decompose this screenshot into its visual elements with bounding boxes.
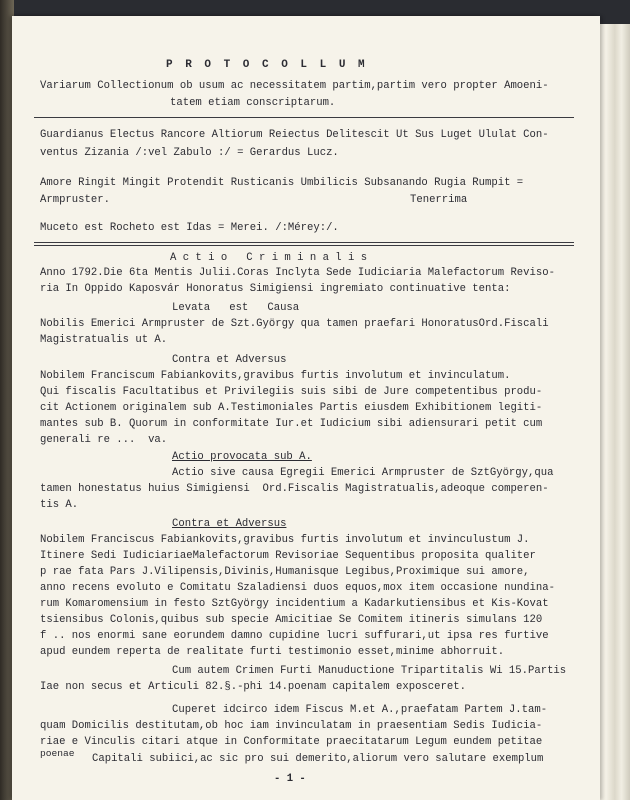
text-line: generali re ... va. [40,434,168,446]
text-line: tis A. [40,499,79,511]
page-title: P R O T O C O L L U M [166,59,368,71]
text-line: riae e Vinculis citari atque in Conformitate praecitatarum Legum eundem petitae [40,736,543,748]
subtitle-line: tatem etiam conscriptarum. [170,97,336,109]
section-heading: Levata est Causa [172,302,300,314]
text-line: f .. nos enormi sane eorundem damno cupidine lucri suffurari,ut ipsa res furtive [40,630,549,642]
text-line: Nobilem Franciscum Fabiankovits,gravibus furtis involutum et invinculatum. [40,370,511,382]
margin-word: poenae [40,748,75,759]
divider [34,245,574,246]
section-heading: Contra et Adversus [172,354,287,366]
text-line: anno recens evoluto e Comitatu Szaladiensi duos equos,mox item occasione nundina- [40,582,555,594]
page-number: - 1 - [274,773,306,785]
text-line: Actio sive causa Egregii Emerici Armpruster de SztGyörgy,qua [172,467,554,479]
document-page [12,16,600,800]
text-line: tamen honestatus huius Simigiensi Ord.Fiscalis Magistratualis,adeoque comperen- [40,483,549,495]
paper-stack-edge [596,24,630,800]
section-heading: A c t i o C r i m i n a l i s [170,252,368,264]
verse-annotation: Tenerrima [410,194,468,206]
text-line: Itinere Sedi IudiciariaeMalefactorum Revisoriae Sequentibus proposita qualiter [40,550,536,562]
text-line: apud eundem reperta de realitate furti testimonio esset,minime abhorruit. [40,646,505,658]
text-line: quam Domicilis destitutam,ob hoc iam invinculatam in praesentiam Sedis Iudicia- [40,720,543,732]
verse-line: Amore Ringit Mingit Protendit Rusticanis Umbilicis Subsanando Rugia Rumpit = [40,177,524,189]
text-line: Iae non secus et Articuli 82.§.-phi 14.poenam capitalem exposceret. [40,681,466,693]
divider [34,117,574,118]
section-heading: Contra et Adversus [172,518,287,530]
divider [34,242,574,243]
text-line: Magistratualis ut A. [40,334,168,346]
text-line: cit Actionem originalem sub A.Testimoniales Partis eiusdem Exhibitionem legiti- [40,402,543,414]
verse-line: Muceto est Rocheto est Idas = Merei. /:Mérey:/. [40,222,339,234]
subtitle-line: Variarum Collectionum ob usum ac necessitatem partim,partim vero propter Amoeni- [40,80,549,92]
verse-line: Armpruster. [40,194,110,206]
section-heading: Actio provocata sub A. [172,451,312,463]
text-line: rum Komaromensium in festo SztGyörgy incidentium a Kadarkutiensibus et Kis-Kovat [40,598,549,610]
text-line: tsiensibus Colonis,quibus sub specie Amicitiae Se Comitem itineris simulans 120 [40,614,543,626]
text-line: Cuperet idcirco idem Fiscus M.et A.,praefatam Partem J.tam- [172,704,548,716]
text-line: Nobilis Emerici Armpruster de Szt.György qua tamen praefari HonoratusOrd.Fiscali [40,318,549,330]
text-line: Cum autem Crimen Furti Manuductione Tripartitalis Wi 15.Partis [172,665,567,677]
text-line: p rae fata Pars J.Vilipensis,Divinis,Humanisque Legibus,Proximique sui amore, [40,566,530,578]
text-line: Anno 1792.Die 6ta Mentis Julii.Coras Inclyta Sede Iudiciaria Malefactorum Reviso- [40,267,555,279]
text-line: Qui fiscalis Facultatibus et Privilegiis suis sibi de Jure competentibus produ- [40,386,543,398]
verse-line: ventus Zizania /:vel Zabulo :/ = Gerardus Lucz. [40,147,339,159]
text-line: Capitali subiici,ac sic pro sui demerito,aliorum vero salutare exemplum [92,753,544,765]
verse-line: Guardianus Electus Rancore Altiorum Reiectus Delitescit Ut Sus Luget Ululat Con- [40,129,549,141]
text-line: mantes sub B. Quorum in conformitate Iur.et Iudicium sibi adiensurari petit cum [40,418,543,430]
text-line: Nobilem Franciscus Fabiankovits,gravibus furtis involutum et invinculustum J. [40,534,530,546]
text-line: ria In Oppido Kaposvár Honoratus Simigiensi ingremiato continuative tenta: [40,283,511,295]
